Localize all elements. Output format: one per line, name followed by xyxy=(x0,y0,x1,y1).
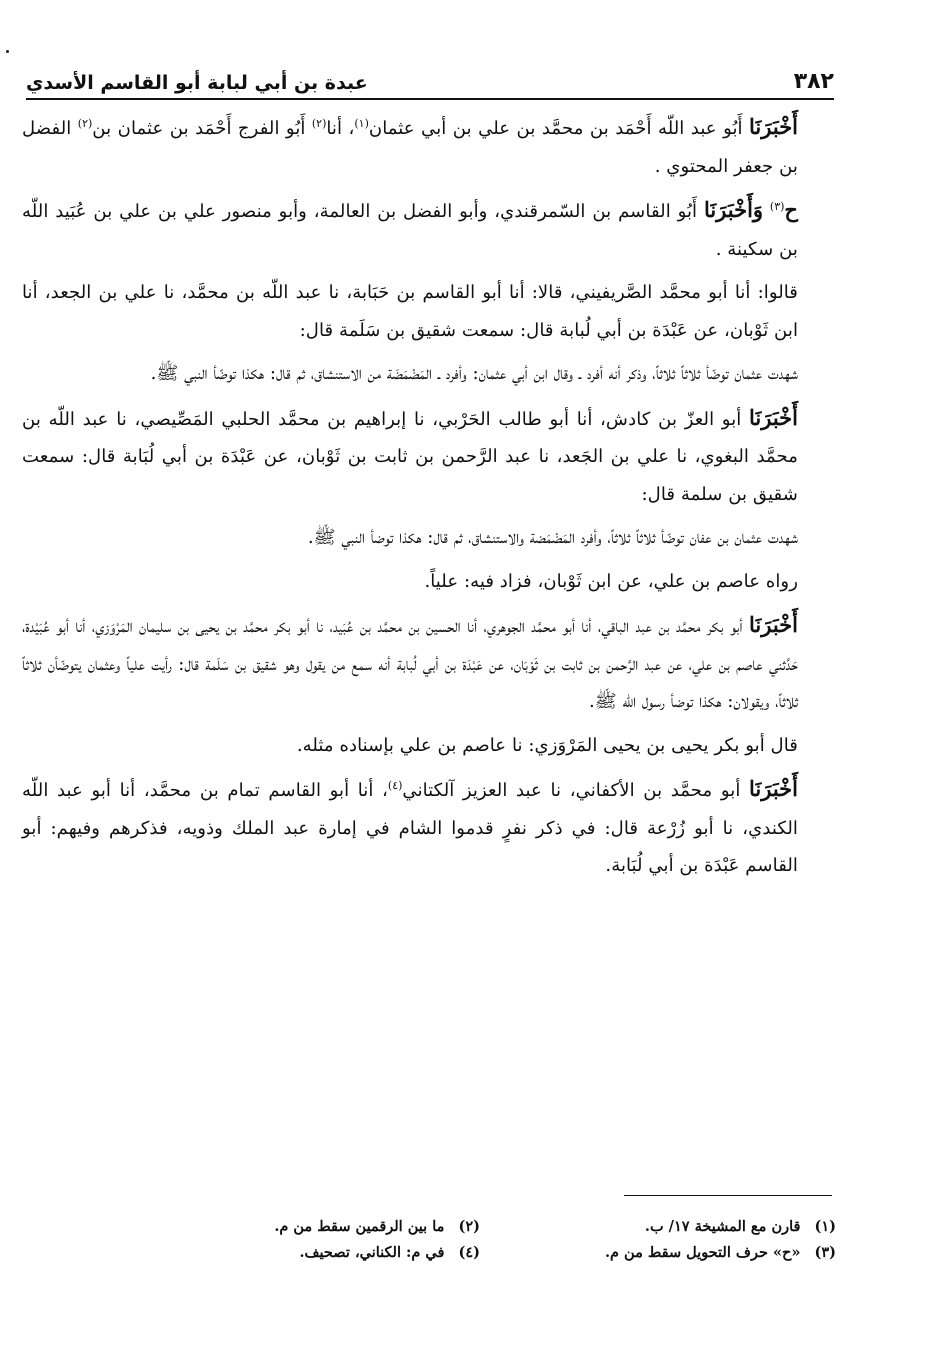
text-segment: قال أبو بكر يحيى بن يحيى المَرْوَزي: نا عاصم بن علي بإسناده مثله. xyxy=(296,734,798,756)
text-segment: ، أنا أبو القاسم تمام بن محمَّد، أنا أبو عبد اللّه الكندي، نا أبو زُرْعة قال: في ذكر نفرٍ قدموا الشام في إمارة عبد الملك وذويه، فذكرهم وفيهم: أبو القاسم عَبْدَة بن أبي لُبَابة. xyxy=(22,780,798,876)
paragraph-2 xyxy=(22,191,838,268)
keyword-wa-akhbarana: وَأَخْبَرَنَا xyxy=(703,197,764,222)
footnote-1 xyxy=(506,1215,836,1239)
text-segment: ، أنا xyxy=(326,118,355,139)
text-segment: الفضل بن جعفر المحتوي . xyxy=(22,118,798,177)
text-segment: أَبُو عبد اللّه أَحْمَد بن محمَّد بن علي بن أبي عثمان xyxy=(368,118,750,139)
keyword-akhbarana: أَخْبَرَنَا xyxy=(749,776,798,801)
paragraph-3 xyxy=(22,274,838,349)
footnote-ref-2: (٢) xyxy=(311,116,327,130)
text-segment: شهدت عثمان توضّأ ثلاثاً ثلاثاً، وذكر أنه أفرد ـ وقال ابن أبي عثمان: وأفرد ـ المَضْمَضَة من الاستنشاق، ثم قال: هكذا توضّأ النبي ﷺ. xyxy=(150,363,798,384)
footnote-number: (٣) xyxy=(814,1244,836,1261)
paragraph-6 xyxy=(22,519,838,557)
page-header xyxy=(26,58,834,100)
footnote-number: (١) xyxy=(814,1218,836,1235)
keyword-akhbarana: أَخْبَرَنَا xyxy=(749,114,799,139)
text-segment: رواه عاصم بن علي، عن ابن ثَوْبان، فزاد فيه: علياً. xyxy=(424,570,798,592)
footnote-ref-3: (٣) xyxy=(769,199,785,213)
paragraph-1 xyxy=(22,108,838,185)
keyword-akhbarana: أَخْبَرَنَا xyxy=(749,612,798,637)
footnote-text: قارن مع المشيخة ١٧/ ب. xyxy=(644,1218,801,1235)
footnote-text: «ح» حرف التحويل سقط من م. xyxy=(604,1244,801,1261)
paragraph-7 xyxy=(22,563,838,601)
paragraph-8 xyxy=(22,606,838,721)
paragraph-5 xyxy=(22,399,838,514)
footnote-4 xyxy=(150,1241,480,1265)
paragraph-9 xyxy=(22,727,838,765)
footnote-ref-1: (١) xyxy=(354,116,369,130)
footnote-2 xyxy=(150,1215,480,1239)
footnote-number: (٤) xyxy=(458,1244,480,1261)
text-segment: أبو العزّ بن كادش، أنا أبو طالب الحَرْبي، نا إبراهيم بن محمَّد الحلبي المَصِّيصي، نا عبد اللّه بن محمَّد البغوي، نا علي بن الجَعد، نا عبد الرَّحمن بن ثابت بن ثَوْبان، عن عَبْدَة بن أبي لُبَابة قال: سمعت شقيق بن سلمة قال: xyxy=(22,408,798,505)
page-number: ٣٨٢ xyxy=(793,69,834,94)
running-title: عبدة بن أبي لبابة أبو القاسم الأسدي xyxy=(26,72,368,94)
footnote-number: (٢) xyxy=(458,1218,480,1235)
text-segment: شهدت عثمان بن عفان توضّأ ثلاثاً ثلاثاً، وأفرد المَضْمَضة والاستنشاق، ثم قال: هكذا توضأ النبي ﷺ. xyxy=(307,527,798,548)
footnotes xyxy=(150,1215,836,1265)
paragraph-10 xyxy=(22,770,838,885)
scan-speck xyxy=(6,50,9,53)
main-text xyxy=(22,108,838,891)
footnote-ref-4: (٤) xyxy=(387,778,403,792)
text-segment: أبو محمَّد بن الأكفاني، نا عبد العزيز آلكتاني xyxy=(402,780,750,801)
footnote-text: في م: الكناني، تصحيف. xyxy=(299,1244,445,1261)
text-segment: قالوا: أنا أبو محمَّد الصَّريفيني، قالا: أنا أبو القاسم بن حَبَابة، نا عبد اللّه بن محمَّد، نا علي بن الجعد، أنا ابن ثَوْبان، عن عَبْدَة بن أبي لُبابة قال: سمعت شقيق بن سَلَمة قال: xyxy=(22,282,798,341)
footnote-text: ما بين الرقمين سقط من م. xyxy=(274,1218,445,1235)
text-segment: أَبُو الفرج أَحْمَد بن عثمان بن xyxy=(92,118,312,139)
footnote-divider xyxy=(624,1195,832,1196)
footnote-3 xyxy=(506,1241,836,1265)
text-segment: أَبُو القاسم بن السّمرقندي، وأبو الفضل بن العالمة، وأبو منصور علي بن علي بن عُبَيد اللّه بن سكينة . xyxy=(22,201,798,260)
keyword-akhbarana: أَخْبَرَنَا xyxy=(749,404,798,430)
text-segment: أبو بكر محمَّد بن عبد الباقي، أنا أبو محمَّد الجوهري، أنا الحسين بن محمَّد بن عُبَيد، نا أبو بكر محمَّد بن يحيى بن سليمان المَرْوَزي، أنا أبو عُبَيْدة، حَدَّثني عاصم بن علي، عن عبد الرَّحمن بن ثابت بن ثَوْبَان، عن عَبْدَة بن أبي لُبابة أنه سمع من يقول وهو شقيق بن سَلَمة قال: رأيت علياً وعثمان يتوضّأن ثلاثاً ثلاثاً، ويقولان: هكذا توضأ رسول الله ﷺ. xyxy=(22,616,798,712)
tahwil-letter: ح xyxy=(784,197,798,222)
paragraph-4 xyxy=(22,355,838,393)
footnote-ref-2-end: (٢) xyxy=(77,116,93,130)
